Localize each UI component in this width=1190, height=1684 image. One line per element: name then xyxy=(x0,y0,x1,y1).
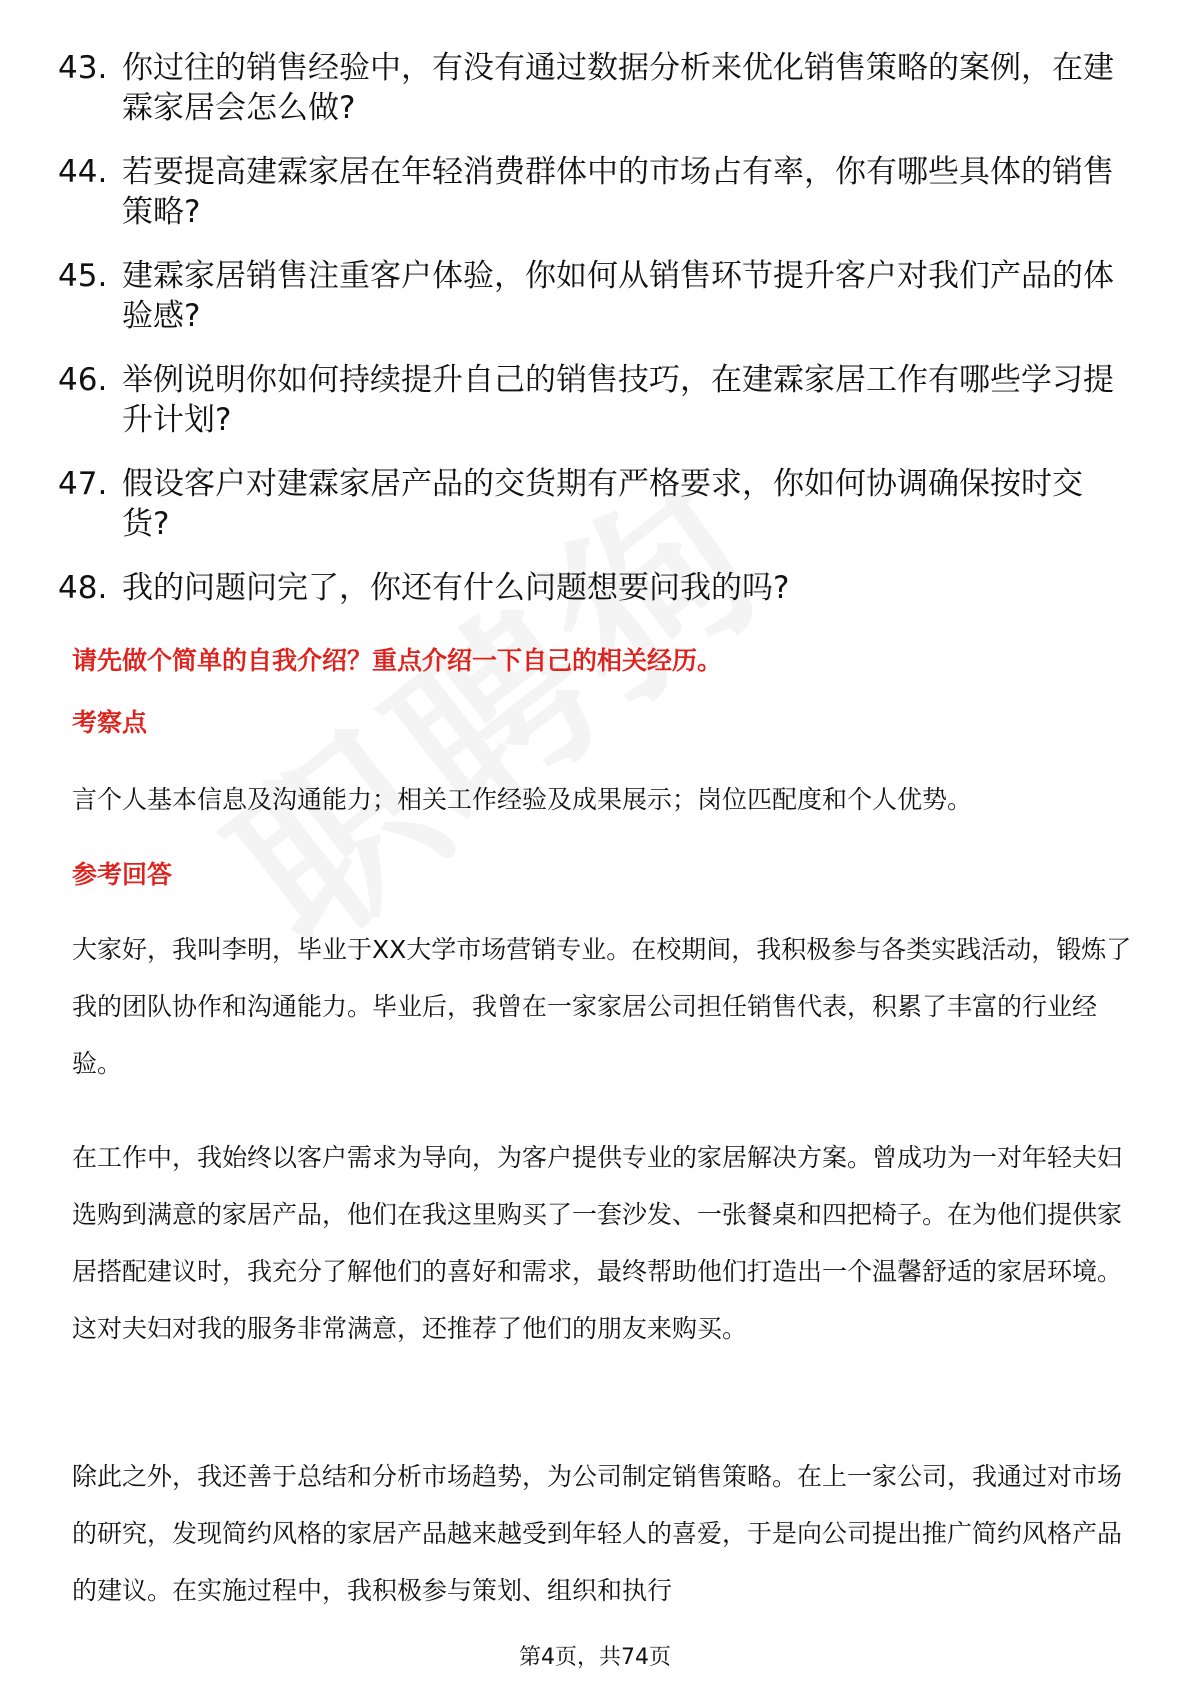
question-number: 44. xyxy=(58,154,108,190)
list-item xyxy=(58,568,1118,608)
question-text: 举例说明你如何持续提升自己的销售技巧，在建霖家居工作有哪些学习提升计划? xyxy=(122,362,1114,438)
question-number: 45. xyxy=(58,258,108,294)
examine-points-text: 言个人基本信息及沟通能力；相关工作经验及成果展示；岗位匹配度和个人优势。 xyxy=(72,785,973,814)
question-text: 你过往的销售经验中，有没有通过数据分析来优化销售策略的案例，在建霖家居会怎么做? xyxy=(122,50,1114,126)
list-item xyxy=(58,464,1118,544)
page-number: 第4页，共74页 xyxy=(519,1645,671,1670)
question-number: 46. xyxy=(58,362,108,398)
question-text: 建霖家居销售注重客户体验，你如何从销售环节提升客户对我们产品的体验感? xyxy=(122,258,1114,334)
interview-question-heading: 请先做个简单的自我介绍？重点介绍一下自己的相关经历。 xyxy=(72,646,723,675)
question-text: 若要提高建霖家居在年轻消费群体中的市场占有率，你有哪些具体的销售策略? xyxy=(122,154,1114,230)
question-text: 我的问题问完了，你还有什么问题想要问我的吗? xyxy=(122,570,790,606)
question-number: 48. xyxy=(58,570,108,606)
question-number: 47. xyxy=(58,466,108,502)
answer-paragraph: 大家好，我叫李明，毕业于XX大学市场营销专业。在校期间，我积极参与各类实践活动，锻炼了我的团队协作和沟通能力。毕业后，我曾在一家家居公司担任销售代表，积累了丰富的行业经验。 xyxy=(72,935,1132,1078)
reference-answer-label: 参考回答 xyxy=(72,860,173,889)
examine-points-label: 考察点 xyxy=(72,708,148,737)
list-item xyxy=(58,152,1118,232)
question-number: 43. xyxy=(58,50,108,86)
list-item xyxy=(58,256,1118,336)
answer-paragraph: 除此之外，我还善于总结和分析市场趋势，为公司制定销售策略。在上一家公司，我通过对市场的研究，发现简约风格的家居产品越来越受到年轻人的喜爱，于是向公司提出推广简约风格产品的建议。在实施过程中，我积极参与策划、组织和执行 xyxy=(72,1462,1123,1605)
answer-paragraph: 在工作中，我始终以客户需求为导向，为客户提供专业的家居解决方案。曾成功为一对年轻夫妇选购到满意的家居产品，他们在我这里购买了一套沙发、一张餐桌和四把椅子。在为他们提供家居搭配建议时，我充分了解他们的喜好和需求，最终帮助他们打造出一个温馨舒适的家居环境。这对夫妇对我的服务非常满意，还推荐了他们的朋友来购买。 xyxy=(72,1143,1123,1343)
list-item xyxy=(58,48,1118,128)
question-list xyxy=(58,48,1118,632)
question-text: 假设客户对建霖家居产品的交货期有严格要求，你如何协调确保按时交货? xyxy=(122,466,1083,542)
list-item xyxy=(58,360,1118,440)
